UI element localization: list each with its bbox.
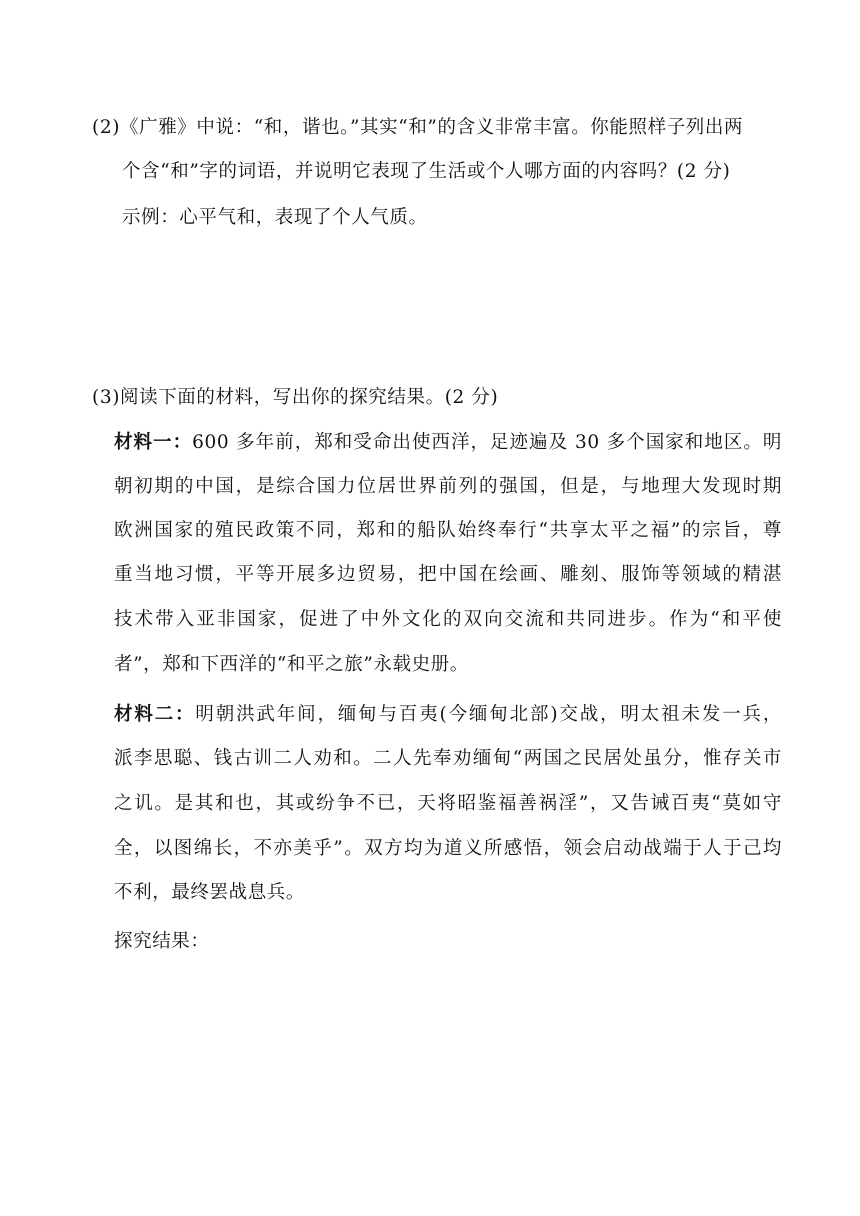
- material1-text-1: 600 多年前，郑和受命出使西洋，足迹遍及 30 多个国家和地区。明: [192, 432, 782, 453]
- material2-label: 材料二：: [114, 704, 196, 725]
- material1-line-2: 朝初期的中国，是综合国力位居世界前列的强国，但是，与地理大发现时期: [114, 476, 782, 497]
- material2-line-5: 不利，最终罢战息兵。: [114, 882, 306, 903]
- material1-line-5: 技术带入亚非国家，促进了中外文化的双向交流和共同进步。作为“和平使: [114, 609, 782, 630]
- q2-example: 示例：心平气和，表现了个人气质。: [122, 207, 428, 228]
- material1-line-6: 者”，郑和下西洋的“和平之旅”永载史册。: [114, 654, 469, 675]
- q3-prompt: (3)阅读下面的材料，写出你的探究结果。(2 分): [92, 387, 499, 408]
- material1-line-3: 欧洲国家的殖民政策不同，郑和的船队始终奉行“共享太平之福”的宗旨，尊: [114, 520, 782, 541]
- q2-line-1: (2)《广雅》中说：“和，谐也。”其实“和”的含义非常丰富。你能照样子列出两: [92, 117, 744, 138]
- q2-line-2: 个含“和”字的词语，并说明它表现了生活或个人哪方面的内容吗？(2 分): [122, 161, 731, 182]
- material2-line-3: 之讥。是其和也，其或纷争不已，天将昭鉴福善祸淫”，又告诫百夷“莫如守: [114, 793, 782, 814]
- material2-text-1: 明朝洪武年间，缅甸与百夷(今缅甸北部)交战，明太祖未发一兵，: [195, 704, 782, 725]
- result-label: 探究结果：: [114, 931, 210, 952]
- material2-line-4: 全，以图绵长，不亦美乎”。双方均为道义所感悟，领会启动战端于人于己均: [114, 838, 782, 859]
- material2-line-2: 派李思聪、钱古训二人劝和。二人先奉劝缅甸“两国之民居处虽分，惟存关市: [114, 748, 782, 769]
- material1-label: 材料一：: [114, 432, 193, 453]
- material1-line-1: [114, 431, 782, 455]
- material1-line-4: 重当地习惯，平等开展多边贸易，把中国在绘画、雕刻、服饰等领域的精湛: [114, 564, 782, 585]
- material2-line-1: [114, 703, 782, 727]
